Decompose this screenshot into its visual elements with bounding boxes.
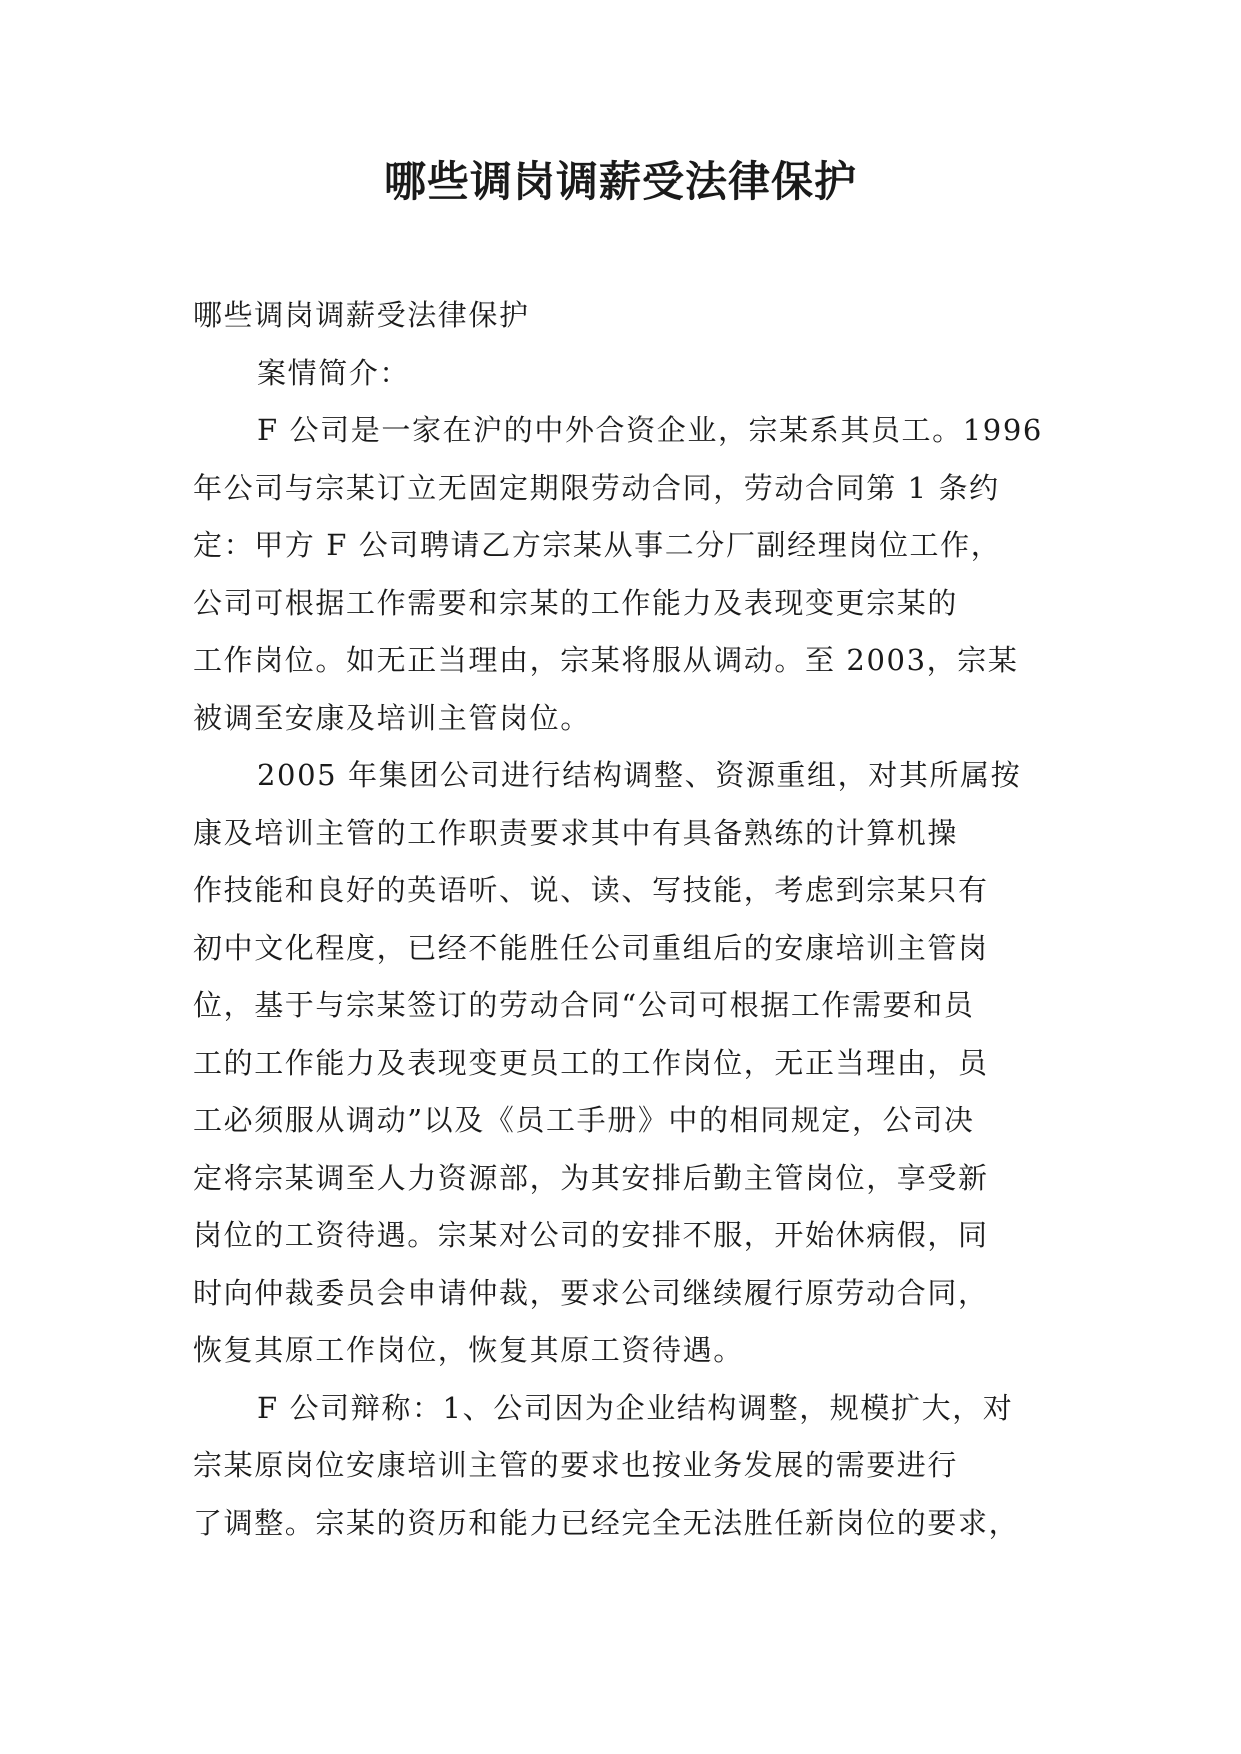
- text-line: 恢复其原工作岗位，恢复其原工资待遇。: [193, 1333, 744, 1367]
- text-line: 公司可根据工作需要和宗某的工作能力及表现变更宗某的: [193, 585, 959, 620]
- text-line: 工作岗位。如无正当理由，宗某将服从调动。至 2003，宗某: [193, 643, 1019, 677]
- text-line: 了调整。宗某的资历和能力已经完全无法胜任新岗位的要求，: [193, 1505, 1020, 1540]
- text-line: 位，基于与宗某签订的劳动合同“公司可根据工作需要和员: [193, 988, 975, 1022]
- text-line: 定将宗某调至人力资源部，为其安排后勤主管岗位，享受新: [193, 1160, 989, 1195]
- text-line: 初中文化程度，已经不能胜任公司重组后的安康培训主管岗: [193, 930, 989, 965]
- text-line: 被调至安康及培训主管岗位。: [193, 700, 591, 735]
- text-line: 工的工作能力及表现变更员工的工作岗位，无正当理由，员: [193, 1045, 989, 1080]
- text-line: 哪些调岗调薪受法律保护: [193, 298, 530, 332]
- text-line: 案情简介：: [257, 355, 411, 390]
- text-line: 康及培训主管的工作职责要求其中有具备熟练的计算机操: [193, 815, 959, 850]
- document-body: [193, 287, 1053, 1552]
- text-line: 岗位的工资待遇。宗某对公司的安排不服，开始休病假，同: [193, 1218, 989, 1252]
- text-line: 工必须服从调动”以及《员工手册》中的相同规定，公司决: [193, 1103, 975, 1137]
- text-line: 时向仲裁委员会申请仲裁，要求公司继续履行原劳动合同，: [193, 1275, 989, 1310]
- text-line: F 公司是一家在沪的中外合资企业，宗某系其员工。1996: [257, 413, 1043, 447]
- text-line: 定：甲方 F 公司聘请乙方宗某从事二分厂副经理岗位工作，: [193, 528, 1002, 562]
- document-title: 哪些调岗调薪受法律保护: [383, 157, 857, 206]
- text-line: 年公司与宗某订立无固定期限劳动合同，劳动合同第 1 条约: [193, 470, 1000, 505]
- text-line: 作技能和良好的英语听、说、读、写技能，考虑到宗某只有: [193, 873, 989, 907]
- text-line: F 公司辩称：1、公司因为企业结构调整，规模扩大，对: [257, 1390, 1014, 1425]
- text-line: 宗某原岗位安康培训主管的要求也按业务发展的需要进行: [193, 1448, 959, 1482]
- text-line: 2005 年集团公司进行结构调整、资源重组，对其所属按: [257, 758, 1022, 792]
